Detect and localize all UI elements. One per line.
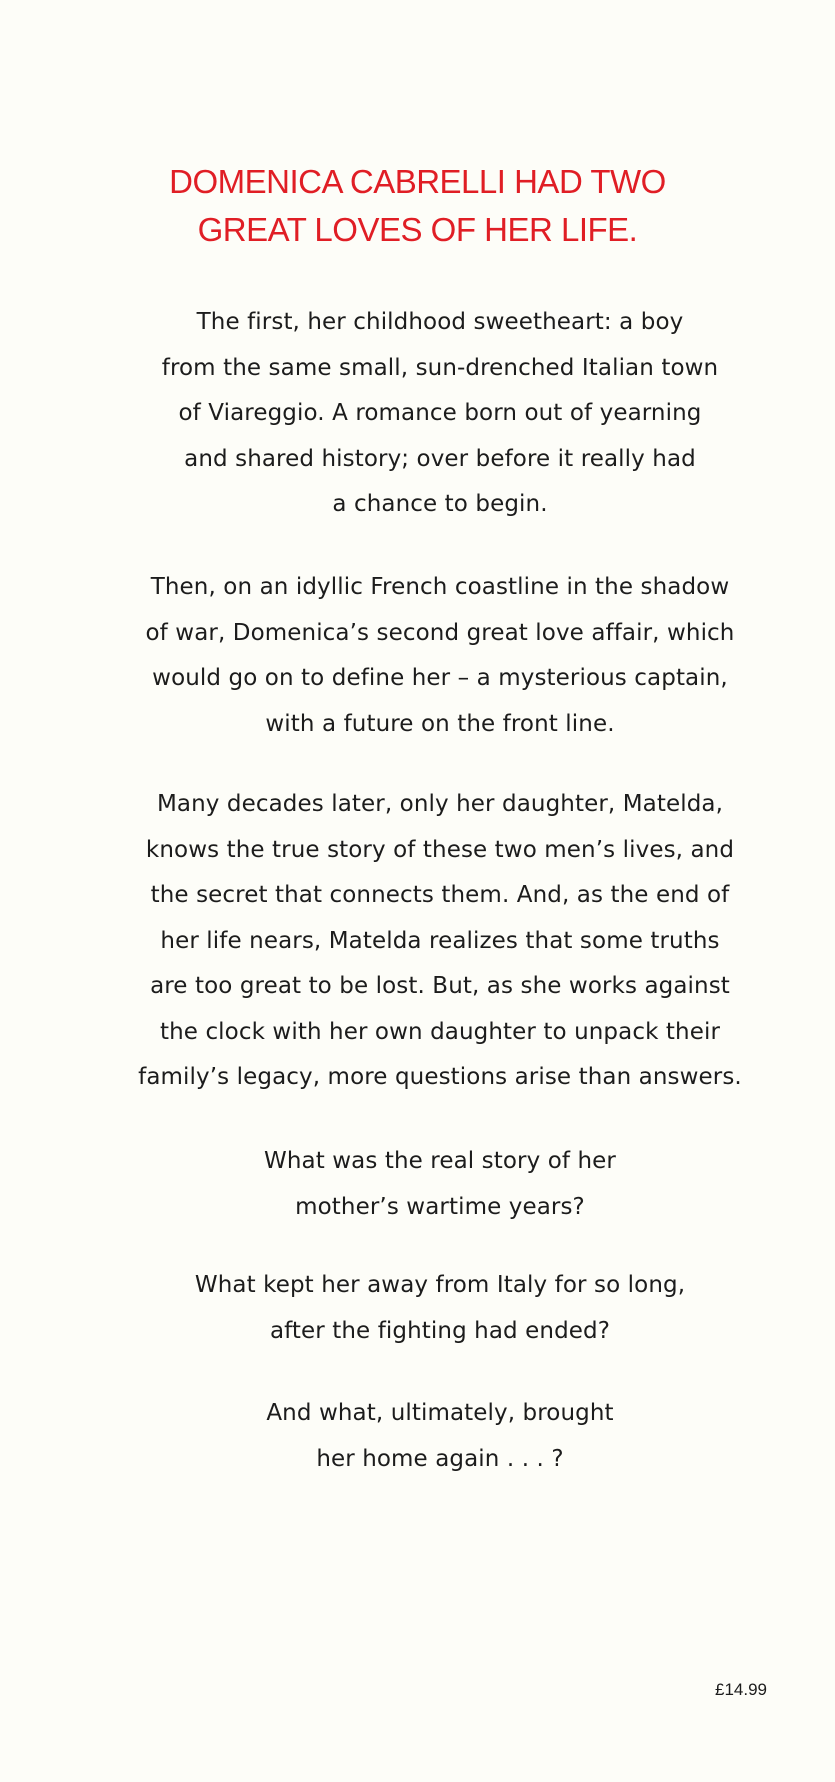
question-paragraph-2 (110, 1263, 770, 1354)
paragraph-line: Many decades later, only her daughter, Matelda, (156, 791, 724, 817)
paragraph-line: The first, her childhood sweetheart: a boy (196, 309, 684, 335)
paragraph-line: her home again . . . ? (316, 1445, 564, 1472)
blurb-paragraph-3 (110, 782, 770, 1101)
paragraph-line: after the fighting had ended? (269, 1317, 611, 1344)
paragraph-line: from the same small, sun-drenched Italian town (161, 354, 719, 381)
paragraph-line: What kept her away from Italy for so long, (194, 1272, 686, 1298)
paragraph-line: family’s legacy, more questions arise than answers. (138, 1064, 742, 1090)
paragraph-line: and shared history; over before it really had (184, 445, 696, 472)
paragraph-line: of Viareggio. A romance born out of yearning (178, 400, 702, 426)
price-label: £14.99 (715, 1680, 767, 1699)
paragraph-line: What was the real story of her (263, 1148, 616, 1174)
blurb-paragraph-1 (110, 300, 770, 528)
headline (0, 158, 835, 254)
paragraph-line: mother’s wartime years? (295, 1193, 585, 1220)
paragraph-line: would go on to define her – a mysterious captain, (152, 665, 728, 691)
paragraph-line: are too great to be lost. But, as she works against (150, 973, 730, 999)
paragraph-line: her life nears, Matelda realizes that some truths (160, 927, 720, 954)
question-paragraph-3 (110, 1391, 770, 1482)
blurb-paragraph-2 (110, 565, 770, 747)
paragraph-line: the secret that connects them. And, as the end of (150, 882, 730, 908)
paragraph-line: of war, Domenica’s second great love affair, which (145, 619, 735, 646)
headline-line: DOMENICA CABRELLI HAD TWO (169, 163, 666, 200)
paragraph-line: with a future on the front line. (265, 710, 615, 737)
paragraph-line: knows the true story of these two men’s lives, and (145, 836, 735, 863)
paragraph-line: the clock with her own daughter to unpack their (159, 1018, 720, 1045)
paragraph-line: a chance to begin. (332, 491, 548, 517)
paragraph-line: And what, ultimately, brought (266, 1400, 614, 1426)
headline-line: GREAT LOVES OF HER LIFE. (197, 211, 638, 248)
paragraph-line: Then, on an idyllic French coastline in the shadow (150, 574, 730, 600)
question-paragraph-1 (110, 1139, 770, 1230)
